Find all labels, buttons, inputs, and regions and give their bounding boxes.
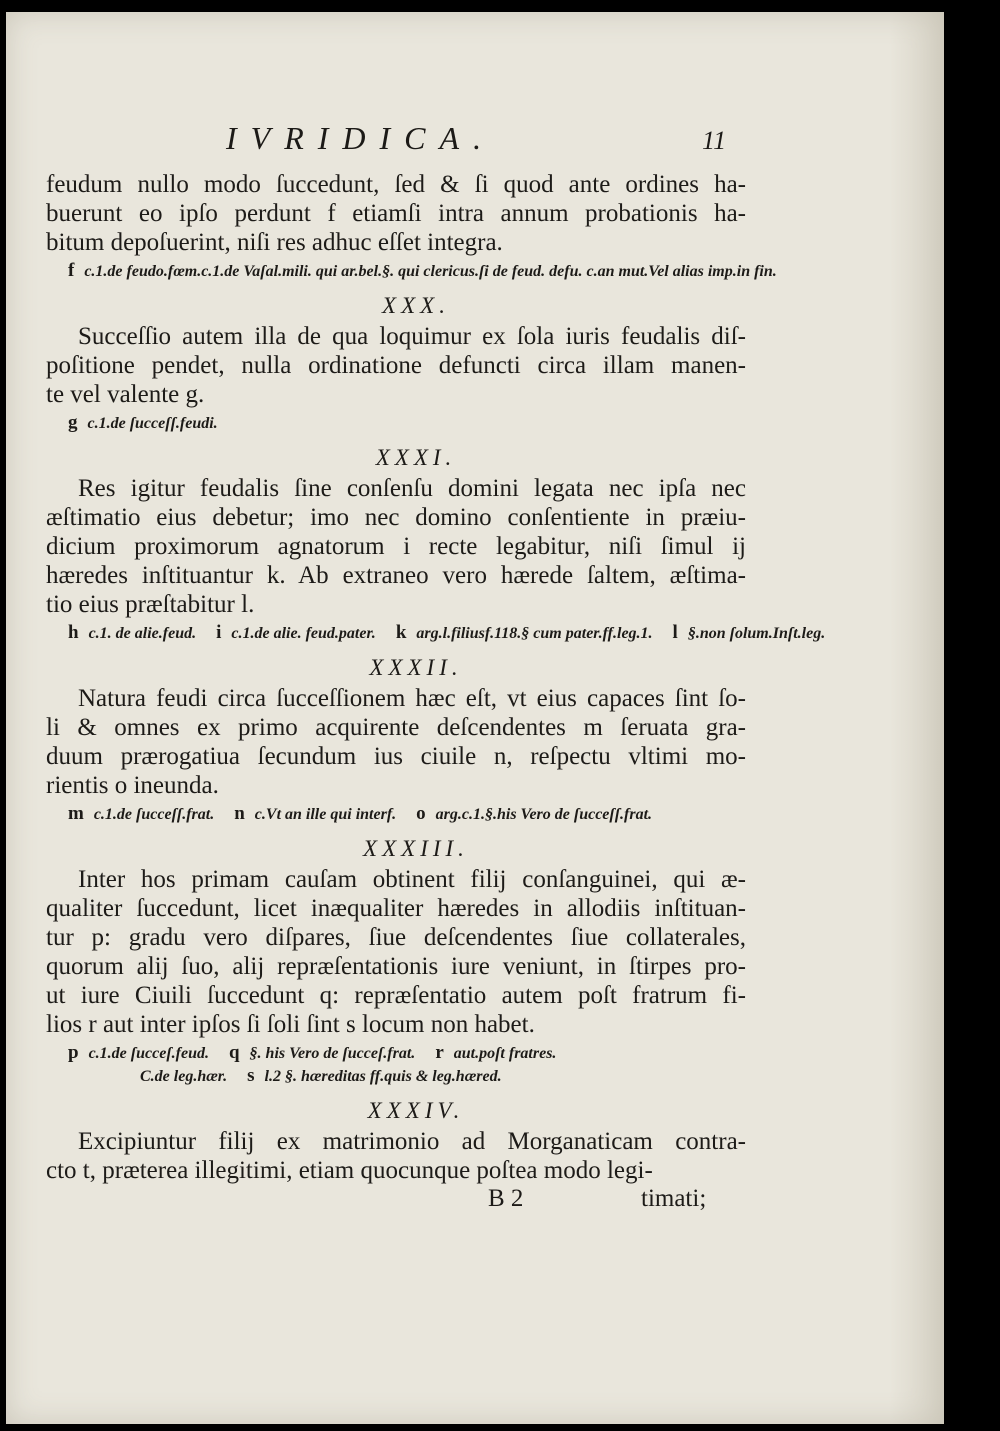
note-text: c.1.de ſucceſ.feud. xyxy=(88,1045,209,1062)
text-line: poſitione pendet, nulla ordinatione defuncti circa illam manen- xyxy=(46,352,746,379)
note-letter: q xyxy=(228,1042,240,1063)
text-line: ut iure Ciuili ſuccedunt q: repræſentatio autem poſt fratrum fi- xyxy=(46,982,746,1009)
note-text: c.1. de alie.feud. xyxy=(88,625,197,642)
marginal-notes xyxy=(46,802,746,825)
running-title: IVRIDICA. xyxy=(226,120,496,156)
note-letter: m xyxy=(68,803,84,824)
note-text: arg.l.filiusf.118.§ cum pater.ff.leg.1. xyxy=(416,625,653,642)
paragraph xyxy=(46,1127,746,1185)
note-text: §.non ſolum.Inſt.leg. xyxy=(687,625,826,642)
text-line: tur p: gradu vero diſpares, ſiue deſcendentes ſiue collaterales, xyxy=(46,924,746,951)
note-text: C.de leg.hær. xyxy=(140,1068,228,1085)
note-text: §. his Vero de ſucceſ.frat. xyxy=(249,1045,416,1062)
note-text: aut.poſt fratres. xyxy=(453,1045,557,1062)
note-line xyxy=(46,621,826,644)
marginal-notes xyxy=(46,621,826,644)
page-number: 11 xyxy=(702,126,727,155)
text-line: tio eius præſtabitur l. xyxy=(46,591,255,618)
text-line: dicium proximorum agnatorum i recte legabitur, niſi ſimul ij xyxy=(46,533,746,560)
note-letter: n xyxy=(234,803,245,824)
page-header xyxy=(6,120,944,160)
text-line: feudum nullo modo ſuccedunt, ſed & ſi quod ante ordines ha- xyxy=(46,171,746,198)
section-heading: XXXIII. xyxy=(363,836,469,861)
marginal-notes xyxy=(46,411,746,434)
paragraph xyxy=(46,865,746,1039)
paragraph xyxy=(46,474,746,619)
note-line xyxy=(46,259,777,282)
paragraph xyxy=(46,322,746,409)
note-letter: h xyxy=(68,622,79,643)
text-line: æſtimatio eius debetur; imo nec domino conſentiente in præiu- xyxy=(46,504,746,531)
text-line: quorum alij ſuo, alij repræſentationis iure veniunt, in ſtirpes pro- xyxy=(46,953,746,980)
section-heading: XXXII. xyxy=(369,655,463,680)
note-line xyxy=(46,802,746,825)
signature-mark: B 2 xyxy=(488,1185,524,1212)
note-text: l.2 §. hæreditas ff.quis & leg.hæred. xyxy=(264,1068,502,1085)
book-page xyxy=(6,12,944,1424)
note-letter: o xyxy=(416,803,426,824)
page-edge-shadow xyxy=(889,12,944,1424)
text-line: lios r aut inter ipſos ſi ſoli ſint s locum non habet. xyxy=(46,1011,535,1038)
note-line xyxy=(46,411,746,434)
section-heading: XXXI. xyxy=(375,445,457,470)
note-line xyxy=(46,1041,746,1064)
section-heading: XXXIV. xyxy=(367,1098,465,1123)
text-line: rientis o ineunda. xyxy=(46,772,219,799)
text-line: te vel valente g. xyxy=(46,381,205,408)
text-line: buerunt eo ipſo perdunt f etiamſi intra annum probationis ha- xyxy=(46,200,746,227)
text-line: qualiter ſuccedunt, licet inæqualiter hæredes in allodiis inſtituan- xyxy=(46,895,746,922)
text-line: li & omnes ex primo acquirente deſcendentes m ſeruata gra- xyxy=(46,714,746,741)
text-line: bitum depoſuerint, niſi res adhuc eſſet integra. xyxy=(46,229,503,256)
text-line: Excipiuntur filij ex matrimonio ad Morganaticam contra- xyxy=(78,1128,746,1155)
note-text: c.Vt an ille qui interf. xyxy=(254,806,397,823)
text-line: hæredes inſtituantur k. Ab extraneo vero hærede ſaltem, æſtima- xyxy=(46,562,746,589)
note-text: c.1.de ſucceſſ.frat. xyxy=(93,806,215,823)
note-letter: i xyxy=(216,622,222,643)
note-letter: f xyxy=(68,260,75,281)
marginal-notes xyxy=(46,259,777,282)
note-text: c.1.de ſucceſſ.feudi. xyxy=(87,415,218,432)
text-line: cto t, præterea illegitimi, etiam quocunque poſtea modo legi- xyxy=(46,1157,653,1184)
note-letter: r xyxy=(435,1042,444,1063)
note-letter: g xyxy=(68,412,78,433)
note-letter: p xyxy=(68,1042,79,1063)
section-heading: XXX. xyxy=(382,293,450,318)
page-body xyxy=(46,170,826,1215)
note-line xyxy=(46,1064,746,1087)
note-text: c.1.de feudo.fœm.c.1.de Vaſal.mili. qui ar.bel.§. qui clericus.ſi de feud. defu. c.an mut.Vel alias imp.in fin. xyxy=(84,263,777,280)
text-line: Res igitur feudalis ſine conſenſu domini legata nec ipſa nec xyxy=(78,475,746,502)
text-line: Inter hos primam cauſam obtinent filij conſanguinei, qui æ- xyxy=(78,866,746,893)
note-text: c.1.de alie. feud.pater. xyxy=(231,625,376,642)
note-text: arg.c.1.§.his Vero de ſucceſſ.frat. xyxy=(435,806,653,823)
marginal-notes xyxy=(46,1041,746,1087)
paragraph xyxy=(46,170,746,257)
catchword: timati; xyxy=(641,1185,707,1212)
note-letter: l xyxy=(672,622,678,643)
text-line: Natura feudi circa ſucceſſionem hæc eſt, vt eius capaces ſint ſo- xyxy=(78,685,746,712)
note-letter: k xyxy=(395,622,407,643)
note-letter: s xyxy=(247,1065,255,1086)
paragraph xyxy=(46,684,746,800)
text-line: Succeſſio autem illa de qua loquimur ex ſola iuris feudalis diſ- xyxy=(78,323,746,350)
page-footer xyxy=(46,1185,746,1215)
text-line: duum prærogatiua ſecundum ius ciuile n, reſpectu vltimi mo- xyxy=(46,743,746,770)
